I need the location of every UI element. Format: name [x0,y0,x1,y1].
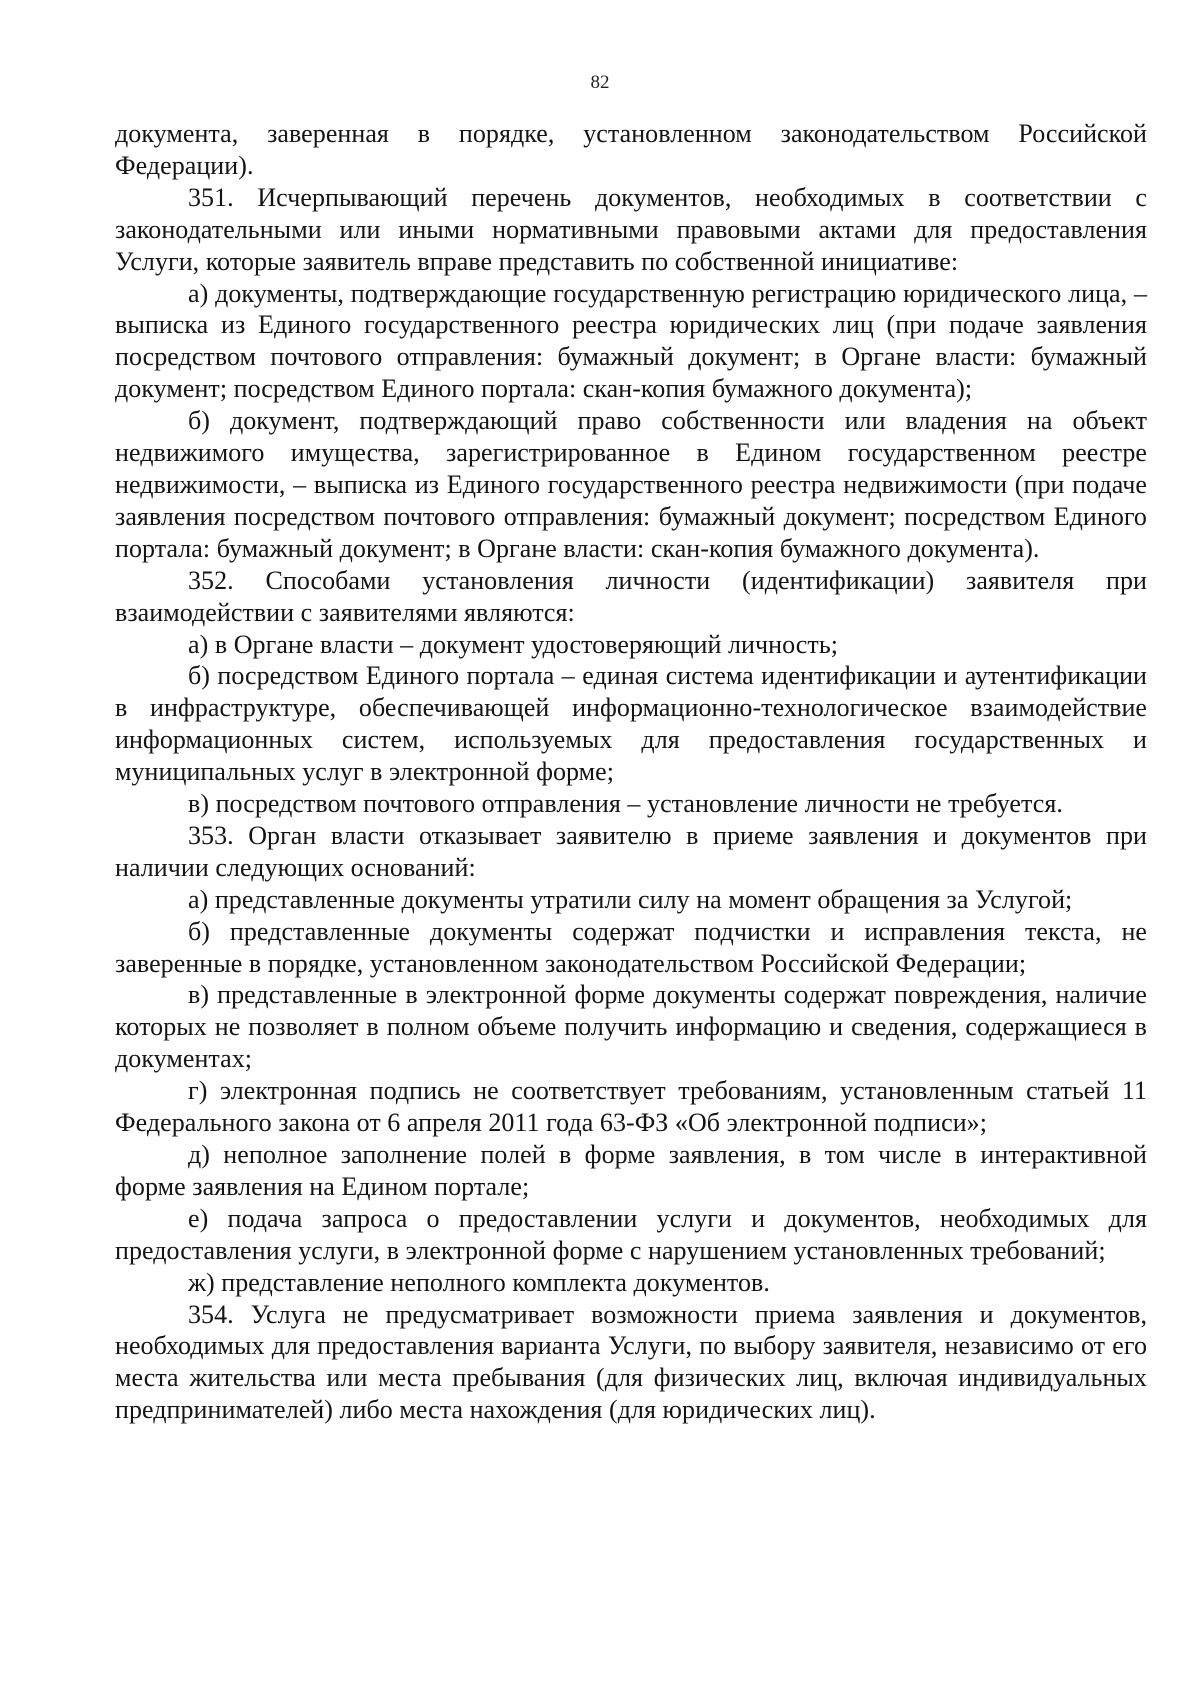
paragraph: б) представленные документы содержат подчистки и исправления текста, не заверенные в порядке, установленном законодательством Российской Федерации; [115,916,1147,978]
paragraph: документа, заверенная в порядке, установленном законодательством Российской Федерации). [115,119,1147,180]
paragraph: г) электронная подпись не соответствует требованиям, установленным статьей 11 Федерального закона от 6 апреля 2011 года 63-ФЗ «Об электронной подписи»; [115,1076,1147,1138]
paragraph: б) посредством Единого портала – единая система идентификации и аутентификации в инфраструктуре, обеспечивающей информационно-технологическое взаимодействие информационных систем, используемых для предоставления государственных и муниципальных услуг в электронной форме; [115,661,1147,787]
paragraph: 351. Исчерпывающий перечень документов, необходимых в соответствии с законодательными или иными нормативными правовыми актами для предоставления Услуги, которые заявитель вправе представить по собственной инициативе: [115,182,1147,276]
paragraph: б) документ, подтверждающий право собственности или владения на объект недвижимого имущества, зарегистрированное в Едином государственном реестре недвижимости, – выписка из Единого государственного реестра недвижимости (при подаче заявления посредством почтового отправления: бумажный документ; посредством Единого портала: бумажный документ; в Органе власти: скан-копия бумажного документа). [115,406,1147,563]
paragraph: 353. Орган власти отказывает заявителю в приеме заявления и документов при наличии следующих оснований: [115,820,1147,882]
paragraph: а) в Органе власти – документ удостоверяющий личность; [188,629,838,659]
document-body [115,118,1147,1426]
paragraph: е) подача запроса о предоставлении услуги и документов, необходимых для предоставления услуги, в электронной форме с нарушением установленных требований; [115,1203,1147,1265]
paragraph: ж) представление неполного комплекта документов. [188,1267,770,1297]
paragraph: д) неполное заполнение полей в форме заявления, в том числе в интерактивной форме заявления на Едином портале; [115,1140,1147,1201]
paragraph: в) представленные в электронной форме документы содержат повреждения, наличие которых не позволяет в полном объеме получить информацию и сведения, содержащиеся в документах; [115,980,1147,1074]
paragraph: 354. Услуга не предусматривает возможности приема заявления и документов, необходимых для предоставления варианта Услуги, по выбору заявителя, независимо от его места жительства или места пребывания (для физических лиц, включая индивидуальных предпринимателей) либо места нахождения (для юридических лиц). [115,1299,1147,1425]
paragraph: в) посредством почтового отправления – установление личности не требуется. [188,789,1063,819]
page-number: 82 [590,72,610,93]
paragraph: 352. Способами установления личности (идентификации) заявителя при взаимодействии с заявителями являются: [115,565,1147,627]
paragraph: а) представленные документы утратили силу на момент обращения за Услугой; [188,884,1073,914]
paragraph: а) документы, подтверждающие государственную регистрацию юридического лица, – выписка из Единого государственного реестра юридических лиц (при подаче заявления посредством почтового отправления: бумажный документ; в Органе власти: бумажный документ; посредством Единого портала: скан-копия бумажного документа); [115,278,1147,404]
